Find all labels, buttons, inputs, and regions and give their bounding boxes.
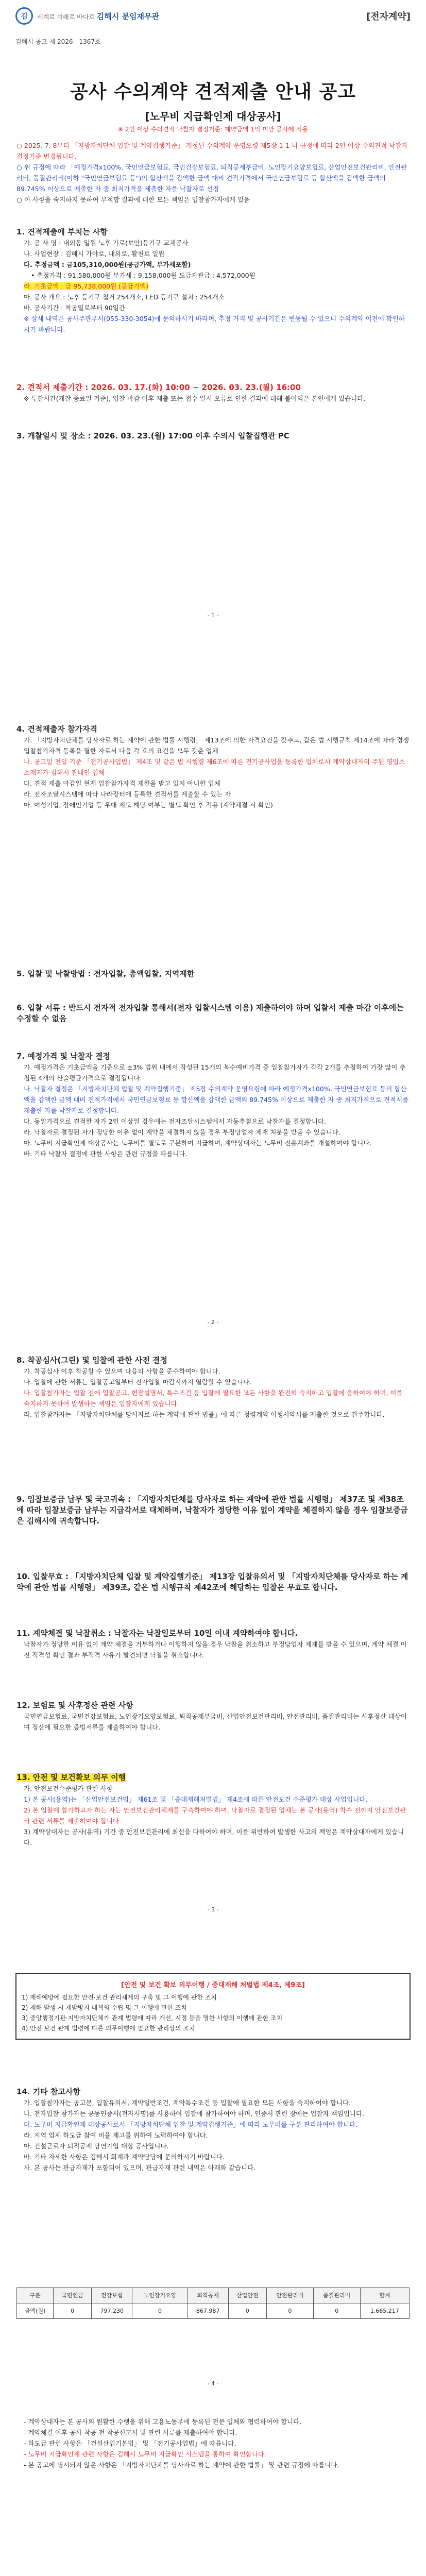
section-6 xyxy=(16,1003,410,1024)
base-price: 라. 기초금액 : 금 95,738,000원 (공급가액) xyxy=(24,282,149,290)
section-item: 가. 「지방자치단체를 당사자로 하는 계약에 관한 법률 시행령」 제13조에 의한 자격요건을 갖추고, 같은 법 시행규칙 제14조에 따라 경쟁입찰참가자격 등록을 필한 자로서 다음 각 호의 요건을 모두 갖춘 업체 xyxy=(24,736,410,755)
section-heading: 7. 예정가격 및 낙찰자 결정 xyxy=(16,1052,110,1061)
section-item: 2) 본 입찰에 참가하고자 하는 자는 안전보건관리체계를 구축하여야 하며, 낙찰자로 결정된 업체는 본 공사(용역) 착수 전까지 안전보건관리 관련 서류를 제출하여야 합니다. xyxy=(24,1806,406,1825)
section-4 xyxy=(16,724,410,810)
box-item: 1) 재해예방에 필요한 안전·보건 관리체계의 구축 및 그 이행에 관한 조치 xyxy=(22,1994,217,2001)
section-heading: 6. 입찰 서류 : 반드시 전자적 전자입찰 통해서(전자 입찰시스템 이용) 제출하여야 하며 입찰서 제출 마감 이후에는 수정할 수 없음 xyxy=(16,1003,404,1023)
table-header: 건강보험 xyxy=(92,2288,132,2303)
table-cell: 1,665,217 xyxy=(360,2303,409,2319)
section-13 xyxy=(16,1772,410,1848)
section-item: 사. 본 공사는 관급자재가 포함되어 있으며, 관급자재 관련 내역은 아래와 같습니다. xyxy=(24,2164,256,2172)
section-item: 나. 공고일 전일 기준 「전기공사업법」 제4조 및 같은 법 시행령 제6조에 따른 전기공사업을 등록한 업체로서 계약상대자의 주된 영업소 소재지가 김해시 관내인 업체 xyxy=(24,758,405,776)
section-heading: 13. 안전 및 보건확보 의무 이행 xyxy=(16,1773,126,1782)
section-heading: 9. 입찰보증금 납부 및 국고귀속 : 「지방자치단체를 당사자로 하는 계약에 관한 법률 시행령」 제37조 및 제38조에 따라 입찰보증금 납부는 지급각서로 대체하며, 낙찰자가 정당한 이유 없이 계약을 체결하지 않을 경우 입찰보증금은 김해시에 귀속합니다. xyxy=(16,1495,408,1526)
box-item: 4) 안전·보건 관계 법령에 따른 의무이행에 필요한 관리상의 조치 xyxy=(22,2025,195,2032)
section-item: 가. 예정가격은 기초금액을 기준으로 ±3% 범위 내에서 작성된 15개의 복수예비가격 중 입찰참가자가 각각 2개를 추첨하여 가장 많이 추첨된 4개의 산술평균가격으로 결정됩니다. xyxy=(24,1063,406,1082)
intro-section xyxy=(16,140,410,205)
section-item: 마. 공사 개요 : 노후 등기구 철거 254개소, LED 등기구 설치 : 254개소 xyxy=(24,293,225,301)
table-cell: 0 xyxy=(54,2303,92,2319)
table-header-row xyxy=(17,2288,410,2303)
document-header xyxy=(15,7,411,50)
section-item: 바. 공사기간 : 착공일로부터 90일간 xyxy=(24,304,125,312)
section-item: 바. 기타 자세한 사항은 김해시 회계과 계약담당에 문의하시기 바랍니다. xyxy=(24,2153,225,2161)
page-number: - 2 - xyxy=(207,1319,219,1326)
section-item: 마. 노무비 지급확인제 대상공사는 노무비를 별도로 구분하여 지급하며, 계약상대자는 노무비 전용계좌를 개설하여야 합니다. xyxy=(24,1139,372,1147)
section-15 xyxy=(16,2416,410,2470)
section-14 xyxy=(16,2087,410,2173)
announcement-number: 김해시 공고 제 2026 - 1367호 xyxy=(15,38,101,45)
criteria-notice: ※ 2인 이상 수의견적 낙찰자 결정기준: 계약금액 1억 미만 공사에 적용 xyxy=(118,126,308,133)
intro-item: ○ 이 사항을 숙지하지 못하여 부적합 결과에 대한 모든 책임은 입찰참가자에게 있음 xyxy=(16,196,250,204)
section-item: 마. 건설근로자 퇴직공제 당연가입 대상 공사입니다. xyxy=(24,2142,169,2150)
section-heading: 2. 견적서 제출기간 : 2026. 03. 17.(화) 10:00 ~ 2026. 03. 23.(월) 16:00 xyxy=(16,383,301,392)
section-item: - 하도급 관련 사항은 「건설산업기본법」 및 「전기공사업법」에 따릅니다. xyxy=(24,2439,236,2447)
section-9 xyxy=(16,1494,410,1527)
section-12 xyxy=(16,1700,410,1733)
section-1 xyxy=(16,227,410,335)
page-number: - 3 - xyxy=(207,1906,219,1913)
section-8 xyxy=(16,1355,410,1420)
table-cell: 금액(원) xyxy=(17,2303,54,2319)
box-item: 3) 중앙행정기관·지방자치단체가 관계 법령에 따라 개선, 시정 등을 명한 사항의 이행에 관한 조치 xyxy=(22,2014,283,2022)
table-cell: 867,987 xyxy=(188,2303,228,2319)
section-heading: 12. 보험료 및 사후정산 관련 사항 xyxy=(16,1701,133,1710)
page-number: - 1 - xyxy=(207,612,219,619)
section-item: - 계약상대자는 본 공사의 원활한 수행을 위해 고용노동부에 등록된 전문 업체와 협력하여야 합니다. xyxy=(24,2418,302,2426)
logo-slogan: 세계로 미래로 바다로 xyxy=(37,13,95,21)
section-item: 가. 입찰참가자는 공고문, 입찰유의서, 계약일반조건, 계약특수조건 등 입찰에 필요한 모든 사항을 숙지하여야 합니다. xyxy=(24,2099,351,2107)
section-item: 나. 사업현장 : 김해시 가야로, 내외로, 활천로 일원 xyxy=(24,250,165,258)
logo-city: 김해시 분임재무관 xyxy=(96,11,159,21)
section-item: 3) 계약상대자는 공사(용역) 기간 중 안전보건관리에 최선을 다하여야 하며, 이를 위반하여 발생한 사고의 책임은 계약상대자에게 있습니다. xyxy=(24,1828,404,1846)
table-header: 산업안전 xyxy=(228,2288,266,2303)
section-body: 국민연금보험료, 국민건강보험료, 노인장기요양보험료, 퇴직공제부금비, 산업안전보건관리비, 안전관리비, 품질관리비는 사후정산 대상이며 정산에 필요한 증빙서류를 제출하여야 합니다. xyxy=(24,1713,407,1731)
section-item: 나. 입찰에 관한 서류는 입찰공고일부터 전자입찰 마감시까지 열람할 수 있습니다. xyxy=(24,1378,252,1386)
section-note: ※ 상세 내역은 공사주관부서(055-330-3054)에 문의하시기 바라며, 추정 가격 및 공사기간은 변동될 수 있으니 수의계약 이전에 확인하시기 바랍니다. xyxy=(24,315,405,333)
page-subtitle: [노무비 지급확인제 대상공사] xyxy=(145,110,281,123)
section-heading: 4. 견적제출자 참가자격 xyxy=(16,724,97,734)
table-cell: 0 xyxy=(313,2303,360,2319)
safety-duty-box xyxy=(15,1973,411,2040)
city-logo-icon: 김 xyxy=(15,7,33,25)
section-item: - 노무비 지급확인제 관련 사항은 김해시 노무비 지급확인 시스템을 통하여 확인합니다. xyxy=(24,2450,266,2458)
section-item: 다. 추정금액 : 금105,310,000원(공급가액, 부가세포함) xyxy=(24,261,191,268)
section-heading: 3. 개찰일시 및 장소 : 2026. 03. 23.(월) 17:00 이후 수의시 입찰집행관 PC xyxy=(16,431,289,440)
section-heading: 5. 입찰 및 낙찰방법 : 전자입찰, 총액입찰, 지역제한 xyxy=(16,969,195,978)
section-item: 라. 전자조달시스템에 따라 나라장터에 등록한 견적서를 제출할 수 있는 자 xyxy=(24,790,231,798)
section-2 xyxy=(16,382,410,404)
section-item: 라. 입찰참가자는 「지방자치단체를 당사자로 하는 계약에 관한 법률」에 따른 청렴계약 이행서약서를 제출한 것으로 간주합니다. xyxy=(24,1411,385,1418)
logo xyxy=(15,7,159,25)
box-item: 2) 재해 발생 시 재발방지 대책의 수립 및 그 이행에 관한 조치 xyxy=(22,2004,187,2011)
intro-item: ○ 2025. 7. 8부터 「지방자치단체 입찰 및 계약집행기준」 개정된 수의계약 운영요령 제5장 1-1-나 규정에 따라 2인 이상 수의견적 낙찰자 결정기준 변경됩니다. xyxy=(16,142,408,160)
electronic-contract-label: [전자계약] xyxy=(366,11,411,22)
section-heading: 10. 입찰무효 : 「지방자치단체 입찰 및 계약집행기준」 제13장 입찰유의서 및 「지방자치단체를 당사자로 하는 계약에 관한 법률 시행령」 제39조, 같은 법 시행규칙 제42조에 해당하는 입찰은 무효로 합니다. xyxy=(16,1572,408,1592)
section-heading: 11. 계약체결 및 낙찰취소 : 낙찰자는 낙찰일로부터 10일 이내 계약하여야 합니다. xyxy=(16,1629,298,1638)
table-cell: 0 xyxy=(228,2303,266,2319)
page-number: - 4 - xyxy=(207,2380,219,2387)
section-item: 나. 전자입찰 참가자는 공동인증서(전자서명)를 사용하여 입찰에 참가하여야 하며, 인증서 관련 장애는 입찰자 책임입니다. xyxy=(24,2110,365,2117)
table-header: 노인장기요양 xyxy=(132,2288,188,2303)
table-cell: 0 xyxy=(266,2303,313,2319)
section-item: 라. 낙찰자로 결정된 자가 정당한 이유 없이 계약을 체결하지 않을 경우 부정당업자 제재 처분을 받을 수 있습니다. xyxy=(24,1128,340,1136)
section-heading: 14. 기타 참고사항 xyxy=(16,2087,80,2096)
box-heading: [안전 및 보건 확보 의무이행 / 중대재해 처벌법 제4조, 제9조] xyxy=(121,1981,305,1989)
table-header: 국민연금 xyxy=(54,2288,92,2303)
section-item: 가. 안전보건수준평가 관련 사항 xyxy=(24,1785,113,1792)
section-item: - 본 공고에 명시되지 않은 사항은 「지방자치단체를 당사자로 하는 계약에 관한 법률」 및 관련 규정에 따릅니다. xyxy=(24,2461,339,2469)
section-heading: 8. 착공심사(그린) 및 입찰에 관한 사전 결정 xyxy=(16,1355,168,1365)
section-item: 1) 본 공사(용역)는 「산업안전보건법」 제61조 및 「중대재해처벌법」 제4조에 따른 안전보건 수준평가 대상 사업입니다. xyxy=(24,1795,368,1803)
table-header: 품질관리비 xyxy=(313,2288,360,2303)
section-item: 가. 착공심사 이후 착공할 수 있으며 다음의 사항을 준수하여야 합니다. xyxy=(24,1367,220,1375)
fee-table xyxy=(16,2287,410,2319)
table-header: 구분 xyxy=(17,2288,54,2303)
intro-item: ○ 위 규정에 따라 「예정가격x100%, 국민연금보험료, 국민건강보험료, 퇴직공제부금비, 노인장기요양보험료, 산업안전보건관리비, 안전관리비, 품질관리비(이하 "국민연금보험료 등")의 합산액을 감액한 금액 대비 견적가격에서 국민연금보험료 등 합산액을 감액한 금액의 89.745% 이상으로 제출한 자 중 최저가격을 제출한 자를 낙찰자로 선정 xyxy=(16,163,407,193)
table-header: 안전관리비 xyxy=(266,2288,313,2303)
page-title: 공사 수의계약 견적제출 안내 공고 xyxy=(70,81,356,103)
section-item: - 계약체결 이후 공사 착공 전 착공신고서 및 관련 서류를 제출하여야 합니다. xyxy=(24,2429,237,2436)
fee-table-wrap xyxy=(16,2287,410,2319)
table-header: 합계 xyxy=(360,2288,409,2303)
section-3 xyxy=(16,431,410,442)
section-5 xyxy=(16,969,410,979)
section-item: 다. 노무비 지급확인제 대상공사로서 「지방자치단체 입찰 및 계약집행기준」에 따라 노무비를 구분 관리하여야 합니다. xyxy=(24,2121,358,2128)
section-note: ※ 투찰시간(개찰 종료일 기준), 입찰 마감 이후 제출 또는 접수 일시 오류로 인한 결과에 대해 불이익은 본인에게 있습니다. xyxy=(24,395,366,402)
section-11 xyxy=(16,1628,410,1660)
section-item: • 추정가격 : 91,580,000원 부가세 : 9,158,000원 도급자관급 : 4,572,000원 xyxy=(31,272,255,279)
section-item: 다. 견적 제출 마감일 현재 입찰참가자격 제한을 받고 있지 아니한 업체 xyxy=(24,779,220,787)
section-item: 나. 낙찰자 결정은 「지방자치단체 입찰 및 계약집행기준」 제5장 수의계약 운영요령에 따라 예정가격x100%, 국민연금보험료 등의 합산액을 감액한 금액 대비 견적가격에서 국민연금보험료 등 합산액을 감액한 금액의 89.745% 이상으로 제출한 자 중 최저가격으로 견적서를 제출한 자를 낙찰자로 결정합니다. xyxy=(24,1085,409,1114)
section-body: 낙찰자가 정당한 이유 없이 계약 체결을 거부하거나 이행하지 않을 경우 낙찰을 취소하고 부정당업자 제재를 받을 수 있으며, 계약 체결 이전 적격성 확인 결과 부적격 사유가 발견되면 낙찰을 취소합니다. xyxy=(24,1640,407,1659)
table-cell: 797,230 xyxy=(92,2303,132,2319)
table-cell: 0 xyxy=(132,2303,188,2319)
section-item: 마. 여성기업, 장애인기업 등 우대 제도 해당 여부는 별도 확인 후 적용 (계약체결 시 확인) xyxy=(24,801,273,809)
section-item: 다. 입찰참가자는 입찰 전에 입찰공고, 현장설명서, 특수조건 등 입찰에 필요한 모든 사항을 완전히 숙지하고 입찰에 응하여야 하며, 이를 숙지하지 못하여 발생하는 책임은 입찰자에게 있습니다. xyxy=(24,1389,403,1408)
table-header: 퇴직공제 xyxy=(188,2288,228,2303)
logo-text xyxy=(37,11,159,22)
section-10 xyxy=(16,1571,410,1593)
table-row xyxy=(17,2303,410,2319)
section-item: 바. 기타 낙찰자 결정에 관한 사항은 관련 규정을 따릅니다. xyxy=(24,1150,188,1158)
section-heading: 1. 견적제출에 부치는 사항 xyxy=(16,227,108,236)
section-item: 라. 지역 업체 하도급 참여 비율 제고를 위하여 노력하여야 합니다. xyxy=(24,2131,208,2139)
section-item: 가. 공 사 명 : 내외동 일원 노후 가로(보안)등기구 교체공사 xyxy=(24,239,189,247)
section-7 xyxy=(16,1051,410,1159)
section-item: 다. 동일가격으로 견적한 자가 2인 이상일 경우에는 전자조달시스템에서 자동추첨으로 낙찰자를 결정합니다. xyxy=(24,1117,326,1125)
